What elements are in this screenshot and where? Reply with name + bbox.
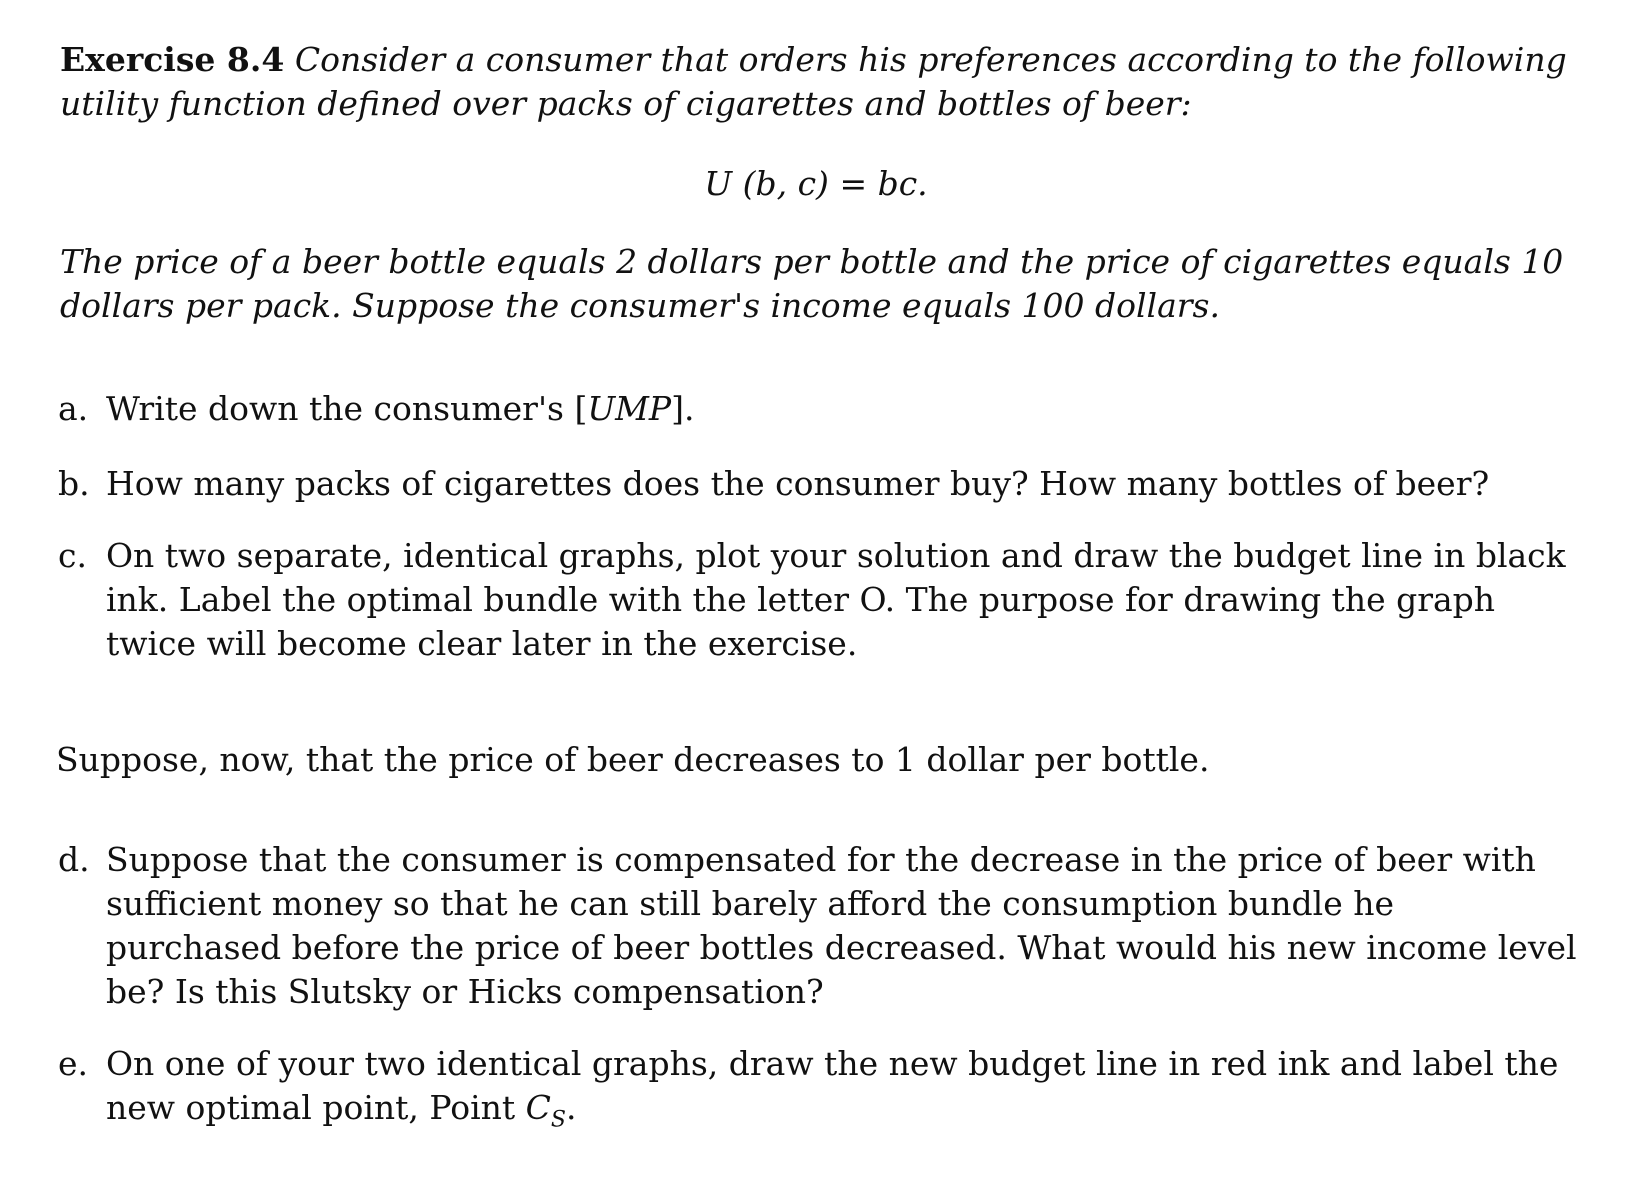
item-text-after: . (566, 1088, 577, 1127)
list-item-e (58, 1042, 1578, 1143)
exercise-intro (60, 38, 1580, 126)
item-text: Suppose that the consumer is compensated for the decrease in the price of beer with sufficient money so that he can still barely afford the consumption bundle he purchased before the price of beer bottles decreased. What would his new income level be? Is this Slutsky or Hicks compensation? (106, 840, 1577, 1011)
item-marker: c. (58, 536, 87, 575)
list-item-d (58, 838, 1578, 1014)
exercise-label: Exercise 8.4 (60, 40, 285, 79)
item-marker: a. (58, 389, 89, 428)
item-math: UMP (587, 389, 672, 428)
exercise-intro-text: Consider a consumer that orders his preferences according to the following utility function defined over packs of cigarettes and bottles of beer: (60, 40, 1567, 123)
equation-lhs: U (b, c) (704, 164, 829, 203)
item-text-before: Write down the consumer's [ (106, 389, 588, 428)
item-text: On two separate, identical graphs, plot your solution and draw the budget line in black ink. Label the optimal bundle with the letter O. The purpose for drawing the graph twice will become clear later in the exercise. (106, 536, 1566, 663)
list-item-c (58, 534, 1578, 666)
item-marker: e. (58, 1044, 89, 1083)
item-marker: d. (58, 840, 90, 879)
item-math: C (525, 1088, 551, 1127)
item-marker: b. (58, 464, 90, 503)
item-text-before: On one of your two identical graphs, draw the new budget line in red ink and label the new optimal point, Point (106, 1044, 1559, 1127)
price-paragraph: The price of a beer bottle equals 2 dollars per bottle and the price of cigarettes equals 10 dollars per pack. Suppose the consumer's income equals 100 dollars. (60, 242, 1564, 325)
suppose-paragraph: Suppose, now, that the price of beer decreases to 1 dollar per bottle. (56, 740, 1210, 779)
utility-equation (0, 162, 1632, 206)
list-item-a (58, 387, 1578, 431)
item-text: How many packs of cigarettes does the consumer buy? How many bottles of beer? (106, 464, 1490, 503)
equation-rhs: = bc. (839, 164, 928, 203)
item-math-sub: S (550, 1107, 566, 1133)
list-item-b (58, 462, 1578, 506)
item-text-after: ]. (671, 389, 695, 428)
